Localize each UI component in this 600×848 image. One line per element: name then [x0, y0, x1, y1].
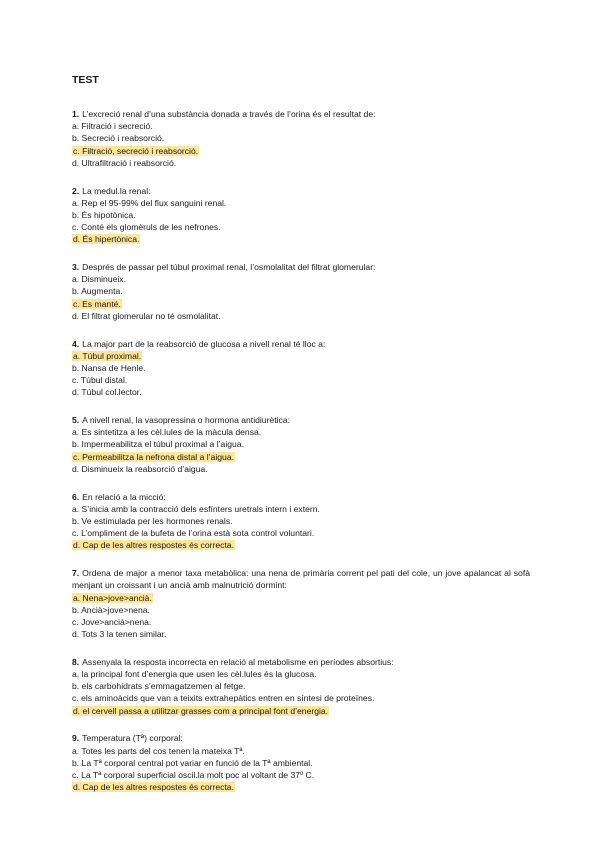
- highlighted-answer: c. Permeabilitza la nefrona distal a l’aigua.: [73, 451, 234, 462]
- answer-option: [72, 616, 530, 628]
- question-number: 9.: [72, 733, 80, 744]
- highlighted-answer: d. Cap de les altres respostes és correcta.: [73, 540, 234, 551]
- question-prompt: Temperatura (Tª) corporal:: [82, 733, 183, 744]
- answer-text: a. Disminueix.: [72, 274, 126, 285]
- question-text: [72, 656, 530, 668]
- answer-option: [72, 592, 530, 604]
- answer-text: b. Ve estimulada per les hormones renals.: [72, 515, 233, 526]
- answer-option: [72, 705, 530, 717]
- answer-text: b. És hipotònica.: [72, 209, 136, 220]
- answer-option: [72, 539, 530, 551]
- question-prompt: La medul.la renal:: [82, 185, 151, 196]
- answer-option: [72, 426, 530, 438]
- answer-text: d. Túbul col.lector.: [72, 387, 142, 398]
- question-prompt: Ordena de major a menor taxa metabòlica: una nena de primària corrent pel pati del cole, un jove apalancat al sofà menjant un croissant i un ancià amb malnutrició dormint:: [72, 568, 530, 591]
- answer-text: b. els carbohidrats s’emmagatzemen al fetge.: [72, 681, 246, 692]
- question-number: 6.: [72, 491, 80, 502]
- answer-text: b. Ancià>jove>nena.: [72, 604, 150, 615]
- answer-option: [72, 438, 530, 450]
- highlighted-answer: d. Cap de les altres respostes és correcta.: [73, 782, 234, 793]
- answer-text: a. la principal font d’energia que usen les cèl.lules és la glucosa.: [72, 669, 317, 680]
- question-number: 4.: [72, 338, 80, 349]
- question-3: [72, 261, 530, 322]
- answer-text: a. Es sintetitza a les cèl.lules de la màcula densa.: [72, 427, 262, 438]
- question-9: [72, 732, 530, 793]
- answer-option: [72, 350, 530, 362]
- question-text: [72, 108, 530, 120]
- answer-option: [72, 527, 530, 539]
- question-number: 8.: [72, 656, 80, 667]
- question-text: [72, 567, 530, 591]
- answer-text: b. Secreció i reabsorció.: [72, 133, 165, 144]
- answer-option: [72, 120, 530, 132]
- answer-text: c. Jove>ancià>nena.: [72, 616, 152, 627]
- answer-option: [72, 233, 530, 245]
- question-number: 2.: [72, 185, 80, 196]
- question-text: [72, 732, 530, 744]
- answer-text: d. Disminueix la reabsorció d’aigua.: [72, 463, 208, 474]
- answer-text: c. L’ompliment de la bufeta de l’orina està sota control voluntari.: [72, 528, 315, 539]
- answer-option: [72, 157, 530, 169]
- answer-option: [72, 745, 530, 757]
- question-6: [72, 491, 530, 552]
- question-5: [72, 414, 530, 475]
- question-text: [72, 185, 530, 197]
- question-4: [72, 338, 530, 399]
- question-number: 5.: [72, 415, 80, 426]
- highlighted-answer: c. Filtració, secreció i reabsorció.: [73, 145, 199, 156]
- answer-text: c. La Tª corporal superficial oscil.la molt poc al voltant de 37º C.: [72, 769, 315, 780]
- question-1: [72, 108, 530, 169]
- answer-option: [72, 668, 530, 680]
- answer-option: [72, 145, 530, 157]
- answer-option: [72, 451, 530, 463]
- question-list: [72, 108, 530, 793]
- answer-option: [72, 769, 530, 781]
- highlighted-answer: a. Túbul proximal.: [73, 350, 142, 361]
- answer-option: [72, 463, 530, 475]
- question-prompt: A nivell renal, la vasopressina o hormona antidiurètica:: [82, 415, 290, 426]
- answer-option: [72, 298, 530, 310]
- highlighted-answer: c. Es manté.: [73, 298, 121, 309]
- highlighted-answer: a. Nena>jove>ancià.: [73, 592, 152, 603]
- answer-text: b. La Tª corporal central pot variar en funció de la Tª ambiental.: [72, 757, 313, 768]
- answer-option: [72, 132, 530, 144]
- answer-option: [72, 310, 530, 322]
- question-number: 3.: [72, 262, 80, 273]
- question-text: [72, 261, 530, 273]
- answer-option: [72, 628, 530, 640]
- answer-option: [72, 209, 530, 221]
- answer-option: [72, 285, 530, 297]
- answer-text: a. Totes les parts del cos tenen la mateixa Tª.: [72, 745, 245, 756]
- answer-text: b. Augmenta.: [72, 286, 123, 297]
- answer-option: [72, 515, 530, 527]
- question-prompt: En relació a la micció:: [82, 491, 166, 502]
- question-text: [72, 338, 530, 350]
- answer-option: [72, 386, 530, 398]
- highlighted-answer: d. el cervell passa a utilitzar grasses com a principal font d’energia.: [73, 705, 329, 716]
- question-7: [72, 567, 530, 640]
- answer-option: [72, 503, 530, 515]
- answer-text: a. Filtració i secreció.: [72, 121, 153, 132]
- answer-text: b. Nansa de Henle.: [72, 362, 146, 373]
- answer-text: a. Rep el 95-99% del flux sanguini renal.: [72, 197, 227, 208]
- question-number: 1.: [72, 109, 80, 119]
- answer-option: [72, 680, 530, 692]
- answer-text: a. S’inicia amb la contracció dels esfínters uretrals intern i extern.: [72, 503, 320, 514]
- answer-option: [72, 221, 530, 233]
- test-title: TEST: [72, 74, 99, 86]
- answer-text: d. El filtrat glomerular no té osmolalitat.: [72, 310, 221, 321]
- question-text: [72, 491, 530, 503]
- highlighted-answer: d. És hipertònica.: [73, 234, 140, 245]
- answer-option: [72, 273, 530, 285]
- question-number: 7.: [72, 568, 80, 579]
- answer-text: c. Túbul distal.: [72, 375, 128, 386]
- question-8: [72, 656, 530, 717]
- answer-text: c. els aminoàcids que van a teixits extrahepàtics entren en síntesi de proteïnes.: [72, 693, 375, 704]
- answer-option: [72, 362, 530, 374]
- question-prompt: L’excreció renal d’una substància donada a través de l’orina és el resultat de:: [82, 109, 376, 119]
- answer-option: [72, 781, 530, 793]
- answer-text: d. Ultrafiltració i reabsorció.: [72, 157, 177, 168]
- question-2: [72, 185, 530, 246]
- answer-text: d. Tots 3 la tenen similar.: [72, 629, 167, 640]
- answer-option: [72, 374, 530, 386]
- question-prompt: Després de passar pel túbul proximal renal, l’osmolalitat del filtrat glomerular:: [82, 262, 376, 273]
- answer-text: b. Impermeabilitza el túbul proximal a l’aigua.: [72, 439, 244, 450]
- answer-option: [72, 197, 530, 209]
- question-prompt: La major part de la reabsorció de glucosa a nivell renal té lloc a:: [82, 338, 326, 349]
- answer-text: c. Conté els glomèruls de les nefrones.: [72, 222, 221, 233]
- answer-option: [72, 757, 530, 769]
- answer-option: [72, 692, 530, 704]
- question-prompt: Assenyala la resposta incorrecta en relació al metabolisme en períodes absortius:: [82, 656, 394, 667]
- answer-option: [72, 604, 530, 616]
- question-text: [72, 414, 530, 426]
